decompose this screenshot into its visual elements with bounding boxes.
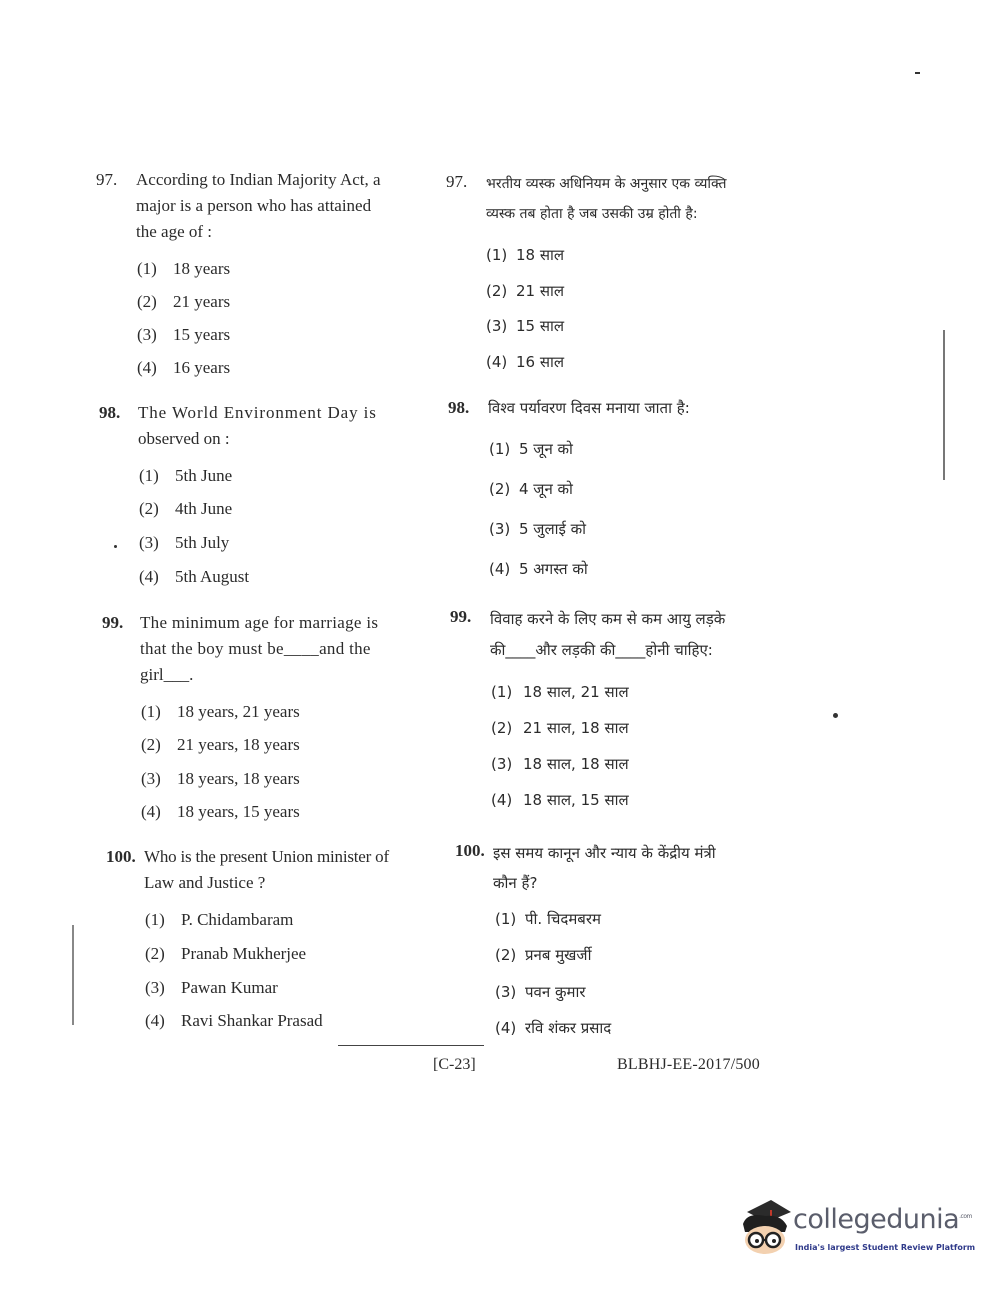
question-text: The World Environment Day is observed on : [138, 403, 377, 448]
option-2: (2) प्रनब मुखर्जी [495, 946, 592, 964]
option-2: (2) 4 जून को [489, 480, 573, 498]
option-3: (3) 5th July [139, 533, 230, 552]
option-1: (1) 18 years, 21 years [141, 702, 300, 721]
option-1: (1) 18 साल [486, 246, 565, 264]
option-4: (4) 18 साल, 15 साल [491, 791, 629, 809]
question-number: 100. [106, 847, 136, 866]
question-number: 99. [450, 607, 472, 626]
option-1: (1) 5 जून को [489, 440, 573, 458]
option-2: (2) 21 साल, 18 साल [491, 719, 629, 737]
option-1: (1) पी. चिदमबरम [495, 910, 601, 928]
footer-rule [338, 1045, 484, 1046]
question-text: The minimum age for marriage is that the boy must be____and the girl___. [140, 613, 379, 684]
scan-speck [114, 545, 117, 548]
question-number: 98. [99, 403, 121, 422]
logo-wordmark: collegedunia$^{.com}$ [793, 1204, 972, 1235]
question-text: According to Indian Majority Act, a major is a person who has attained the age of : [136, 170, 381, 241]
question-text: विश्व पर्यावरण दिवस मनाया जाता है: [488, 399, 690, 417]
option-3: (3) Pawan Kumar [145, 978, 278, 997]
option-2: (2) 21 years [137, 292, 231, 311]
question-number: 97. [446, 172, 468, 191]
option-4: (4) 5th August [139, 567, 250, 586]
question-text: Who is the present Union minister of Law and Justice ? [144, 847, 389, 892]
option-1: (1) 18 साल, 21 साल [491, 683, 629, 701]
option-4: (4) 16 years [137, 358, 231, 377]
option-2: (2) 4th June [139, 499, 233, 518]
mascot-icon [737, 1198, 793, 1260]
hindi-column [440, 0, 840, 1100]
scan-line [72, 925, 74, 1025]
scan-speck [915, 72, 920, 74]
question-number: 100. [455, 841, 485, 860]
option-3: (3) 18 years, 18 years [141, 769, 300, 788]
option-4: (4) रवि शंकर प्रसाद [495, 1019, 612, 1037]
paper-code: BLBHJ-EE-2017/500 [617, 1056, 760, 1073]
option-4: (4) Ravi Shankar Prasad [145, 1011, 323, 1030]
option-3: (3) 18 साल, 18 साल [491, 755, 629, 773]
question-number: 99. [102, 613, 124, 632]
option-4: (4) 18 years, 15 years [141, 802, 300, 821]
scan-line [943, 330, 945, 480]
scan-speck [833, 713, 838, 718]
option-3: (3) 5 जुलाई को [489, 520, 587, 538]
option-2: (2) 21 साल [486, 282, 565, 300]
option-1: (1) 5th June [139, 466, 233, 485]
option-1: (1) P. Chidambaram [145, 910, 294, 929]
option-3: (3) 15 years [137, 325, 231, 344]
question-text: इस समय कानून और न्याय के केंद्रीय मंत्री कौन हैं? [493, 844, 716, 892]
option-3: (3) पवन कुमार [495, 983, 586, 1001]
option-4: (4) 16 साल [486, 353, 565, 371]
question-number: 98. [448, 398, 470, 417]
question-text: विवाह करने के लिए कम से कम आयु लड़के की____और लड़की की____होनी चाहिए: [490, 610, 726, 659]
option-4: (4) 5 अगस्त को [489, 560, 588, 578]
page-number: [C-23] [433, 1056, 476, 1073]
logo-tagline: India's largest Student Review Platform [795, 1243, 976, 1252]
collegedunia-logo [737, 1198, 976, 1268]
option-1: (1) 18 years [137, 259, 231, 278]
question-number: 97. [96, 170, 118, 189]
option-2: (2) Pranab Mukherjee [145, 944, 307, 963]
option-2: (2) 21 years, 18 years [141, 735, 300, 754]
question-text: भरतीय व्यस्क अधिनियम के अनुसार एक व्यक्ति व्यस्क तब होता है जब उसकी उम्र होती है: [486, 176, 727, 222]
option-3: (3) 15 साल [486, 317, 565, 335]
english-column [0, 0, 440, 1100]
